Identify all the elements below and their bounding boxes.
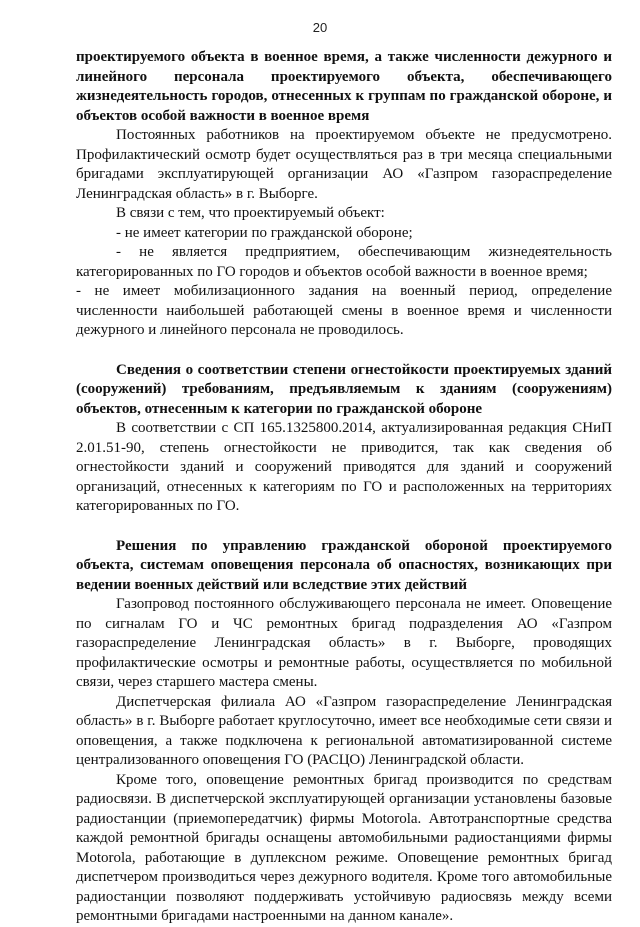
section1-bullet-1: - не имеет категории по гражданской обороне; — [116, 224, 413, 241]
document-body — [76, 48, 612, 927]
section1-heading-tail: проектируемого объекта в военное время, а также численности дежурного и линейного персонала проектируемого объекта, обеспечивающего жизнедеятельность городов, отнесенных к группам по гражданской обороне, и объектов особой важности в военное время — [76, 49, 612, 124]
section1-paragraph-1: Постоянных работников на проектируемом объекте не предусмотрено. Профилактический осмотр будет осуществляться раз в три месяца специальными бригадами эксплуатирующей организации АО «Газпром газораспределение Ленинградская область» в г. Выборге. — [76, 127, 612, 202]
page-number: 20 — [312, 20, 328, 35]
section1-bullet-2: - не является предприятием, обеспечивающим жизнедеятельность категорированных по ГО городов и объектов особой важности в военное время; — [76, 244, 612, 280]
section2-paragraph-1: В соответствии с СП 165.1325800.2014, актуализированная редакция СНиП 2.01.51-90, степень огнестойкости не приводится, так как сведения об огнестойкости зданий и сооружений приводятся для зданий и сооружений организаций, отнесенных к категориям по ГО и расположенных на территориях категорированных по ГО. — [76, 420, 612, 514]
section1-paragraph-2: В связи с тем, что проектируемый объект: — [116, 205, 385, 221]
section2-heading: Сведения о соответствии степени огнестойкости проектируемых зданий (сооружений) требованиям, предъявляемым к зданиям (сооружениям) объектов, отнесенным к категории по гражданской обороне — [76, 361, 612, 417]
section3-paragraph-2: Диспетчерская филиала АО «Газпром газораспределение Ленинградская область» в г. Выборге работает круглосуточно, имеет все необходимые сети связи и оповещения, а также подключена к региональной автоматизированной системе централизованного оповещения ГО (РАСЦО) Ленинградской области. — [76, 693, 612, 768]
section3-heading: Решения по управлению гражданской обороной проектируемого объекта, системам оповещения персонала об опасностях, возникающих при ведении военных действий или вследствие этих действий — [76, 537, 612, 593]
section3-paragraph-3: Кроме того, оповещение ремонтных бригад производится по средствам радиосвязи. В диспетчерской эксплуатирующей организации установлены базовые радиостанции (приемопередатчик) фирмы Motorola. Автотранспортные средства каждой ремонтной бригады оснащены автомобильными радиостанциями фирмы Motorola, работающие в дуплексном режиме. Оповещение ремонтных бригад диспетчером производиться через дежурного водителя. Кроме того автомобильные радиостанции позволяют поддерживать устойчивую радиосвязь между всеми ремонтными бригадами настроенными на данном канале». — [76, 771, 612, 924]
section1-bullet-3: - не имеет мобилизационного задания на военный период, определение численности наибольшей работающей смены в военное время и численности дежурного и линейного персонала не проводилось. — [76, 283, 612, 338]
section-gap — [76, 517, 612, 537]
section-gap — [76, 341, 612, 361]
section3-paragraph-1: Газопровод постоянного обслуживающего персонала не имеет. Оповещение по сигналам ГО и ЧС ремонтных бригад подразделения АО «Газпром газораспределение Ленинградская область» в г. Выборге, проводящих профилактические осмотры и ремонтные работы, осуществляется по мобильной связи, через старшего мастера смены. — [76, 596, 612, 690]
